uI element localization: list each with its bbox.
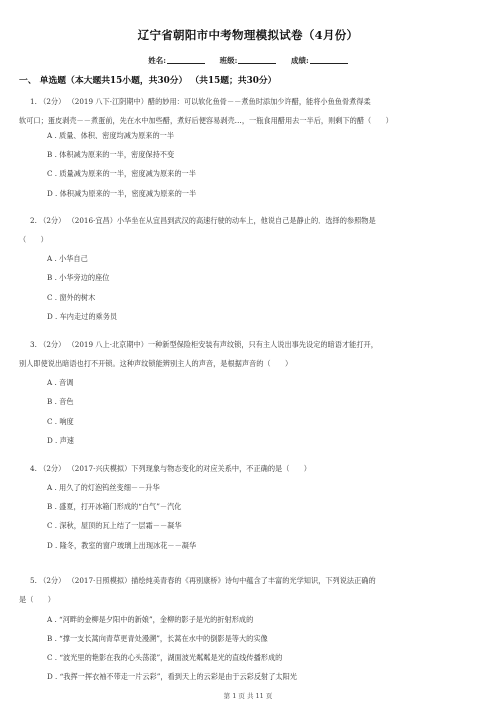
- question-4-line1: 4. （2分） （2017·兴庆模拟）下列现象与物态变化的对应关系中，不正确的是（ ）: [30, 464, 311, 473]
- question-1-option-a[interactable]: A . 质量、体积、密度均减为原来的一半: [47, 131, 175, 140]
- question-3-option-b[interactable]: B . 音色: [47, 397, 74, 406]
- question-4-option-c[interactable]: C . 深秋，屋顶的瓦上结了一层霜－－凝华: [47, 521, 182, 530]
- question-2-option-c[interactable]: C . 窗外的树木: [47, 293, 96, 302]
- class-field[interactable]: [220, 56, 277, 65]
- question-4-option-b[interactable]: B . 盛夏，打开冰箱门形成的“白气”－汽化: [47, 502, 182, 511]
- question-5-option-b[interactable]: B . “撑一支长蒿向青草更青处漫溯”，长蒿在水中的倒影是等大的实像: [47, 634, 268, 643]
- name-label: 姓名:: [148, 56, 166, 65]
- question-1-line1: 1. （2分） （2019 八下·江阴期中）醋的妙用：可以软化鱼骨－－煮鱼时添加少许醋，能将小鱼鱼骨煮得柔: [30, 97, 371, 106]
- score-blank[interactable]: [310, 63, 348, 64]
- score-field[interactable]: [291, 56, 348, 65]
- question-2-option-d[interactable]: D . 车内走过的乘务员: [47, 312, 118, 321]
- question-5-option-c[interactable]: C . “波光里的艳影在我的心头荡漾”，湖面波光粼粼是光的直线传播形成的: [47, 653, 283, 662]
- question-2-line1: 2. （2分） （2016·宜昌）小华坐在从宜昌到武汉的高速行驶的动车上，他说自己是静止的．选择的参照物是: [30, 216, 376, 225]
- class-blank[interactable]: [238, 63, 276, 64]
- question-5-line1: 5. （2分） （2017·日照模拟）描绘纯美青春的《再别康桥》诗句中蕴含了丰富的光学知识，下列说法正确的: [30, 576, 376, 585]
- question-1-option-b[interactable]: B . 体积减为原来的一半，密度保持不变: [47, 150, 175, 159]
- question-3-line1: 3. （2分） （2019 八上·北京期中）一种新型保险柜安装有声纹锁，只有主人说出事先设定的暗语才能打开，: [30, 340, 378, 349]
- question-1-option-c[interactable]: C . 质量减为原来的一半，密度减为原来的一半: [47, 169, 196, 178]
- question-2-line2: （ ）: [19, 235, 48, 244]
- question-3-option-d[interactable]: D . 声速: [47, 436, 74, 445]
- page-title: 辽宁省朝阳市中考物理模拟试卷（4月份）: [137, 28, 359, 42]
- question-4-option-a[interactable]: A . 用久了的灯泡钨丝变细－－升华: [47, 483, 160, 492]
- question-5-option-a[interactable]: A . “河畔的金柳是夕阳中的新娘”，金柳的影子是光的折射形成的: [47, 615, 254, 624]
- question-5-line2: 是（ ）: [19, 595, 55, 604]
- question-4-option-d[interactable]: D . 隆冬，教室的窗户玻璃上出现冰花－－凝华: [47, 541, 197, 550]
- question-1-line2: 软可口；蛋皮剥壳－－煮蛋前，先在水中加些醋，煮好后便容易剥壳…，一瓶食用醋用去一半后，则剩下的醋（ ）: [19, 116, 393, 125]
- question-3-option-c[interactable]: C . 响度: [47, 417, 74, 426]
- question-3-line2: 别人即使说出暗语也打不开锁。这种声纹锁能辨别主人的声音，是根据声音的（ ）: [19, 359, 293, 368]
- question-2-option-a[interactable]: A . 小华自己: [47, 254, 88, 263]
- question-5-option-d[interactable]: D . “我挥一挥衣袖不带走一片云彩”，看到天上的云彩是由于云彩反射了太阳光: [47, 672, 297, 681]
- section-heading: 一、 单选题（本大题共15小题，共30分） （共15题；共30分）: [19, 76, 277, 86]
- question-3-option-a[interactable]: A . 音调: [47, 378, 74, 387]
- class-label: 班级:: [219, 56, 238, 65]
- question-1-option-d[interactable]: D . 体积减为原来的一半，密度减为原来的一半: [47, 189, 197, 198]
- name-blank[interactable]: [167, 63, 205, 64]
- student-info-row: [0, 55, 496, 66]
- question-2-option-b[interactable]: B . 小华旁边的座位: [47, 273, 110, 282]
- name-field[interactable]: [148, 56, 205, 65]
- page-footer: 第 1 页 共 11 页: [223, 692, 273, 700]
- score-label: 成绩:: [291, 56, 309, 65]
